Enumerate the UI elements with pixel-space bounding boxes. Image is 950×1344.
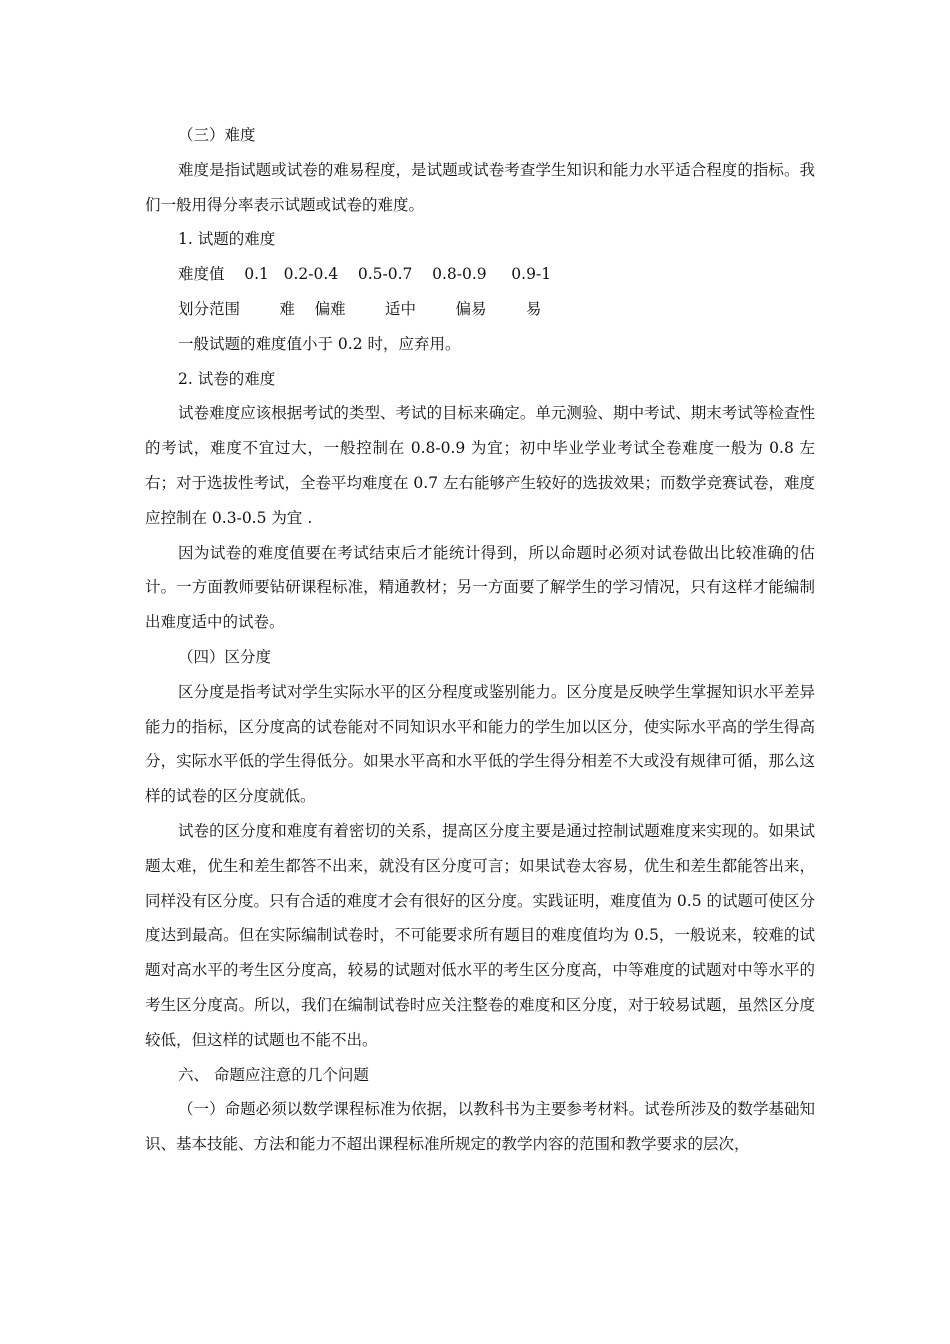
document-body xyxy=(145,118,815,1162)
paragraph-difficulty-definition: 难度是指试题或试卷的难易程度，是试题或试卷考查学生知识和能力水平适合程度的指标。我们一般用得分率表示试题或试卷的难度。 xyxy=(145,160,815,214)
paragraph-discard-rule: 一般试题的难度值小于 0.2 时，应弃用。 xyxy=(178,334,461,353)
paragraph-difficulty-estimate: 因为试卷的难度值要在考试结束后才能统计得到，所以命题时必须对试卷做出比较准确的估计。一方面教师要钻研课程标准，精通教材；另一方面要了解学生的学习情况，只有这样才能编制出难度适中的试卷。 xyxy=(145,543,815,632)
paragraph-rule-one: （一）命题必须以数学课程标准为依据，以教科书为主要参考材料。试卷所涉及的数学基础知识、基本技能、方法和能力不超出课程标准所规定的教学内容的范围和教学要求的层次， xyxy=(145,1100,815,1154)
subheading-item-difficulty: 1. 试题的难度 xyxy=(178,230,276,249)
paragraph-discrimination-definition: 区分度是指考试对学生实际水平的区分程度或鉴别能力。区分度是反映学生掌握知识水平差异能力的指标，区分度高的试卷能对不同知识水平和能力的学生加以区分，使实际水平高的学生得高分，实际水平低的学生得低分。如果水平高和水平低的学生得分相差不大或没有规律可循，那么这样的试卷的区分度就低。 xyxy=(145,682,815,806)
subheading-paper-difficulty: 2. 试卷的难度 xyxy=(178,369,276,388)
section-heading-discrimination: （四）区分度 xyxy=(178,647,272,666)
section-heading-six: 六、 命题应注意的几个问题 xyxy=(178,1065,369,1084)
section-heading-difficulty: （三）难度 xyxy=(178,126,256,144)
paragraph-paper-difficulty: 试卷难度应该根据考试的类型、考试的目标来确定。单元测验、期中考试、期末考试等检查性的考试，难度不宜过大，一般控制在 0.8-0.9 为宜；初中毕业学业考试全卷难度一般为 0.8 左右；对于选拔性考试，全卷平均难度在 0.7 左右能够产生较好的选拔效果；而数学竞赛试卷，难度应控制在 0.3-0.5 为宜 . xyxy=(145,404,816,527)
paragraph-discrimination-difficulty: 试卷的区分度和难度有着密切的关系，提高区分度主要是通过控制试题难度来实现的。如果试题太难，优生和差生都答不出来，就没有区分度可言；如果试卷太容易，优生和差生都能答出来，同样没有区分度。只有合适的难度才会有很好的区分度。实践证明，难度值为 0.5 的试题可使区分度达到最高。但在实际编制试卷时，不可能要求所有题目的难度值均为 0.5，一般说来，较难的试题对高水平的考生区分度高，较易的试题对低水平的考生区分度高，中等难度的试题对中等水平的考生区分度高。所以，我们在编制试卷时应关注整卷的难度和区分度，对于较易试题，虽然区分度较低，但这样的试题也不能不出。 xyxy=(145,821,816,1049)
difficulty-range-row: 划分范围 难 偏难 适中 偏易 易 xyxy=(178,299,542,318)
difficulty-values-row: 难度值 0.1 0.2-0.4 0.5-0.7 0.8-0.9 0.9-1 xyxy=(178,265,552,284)
